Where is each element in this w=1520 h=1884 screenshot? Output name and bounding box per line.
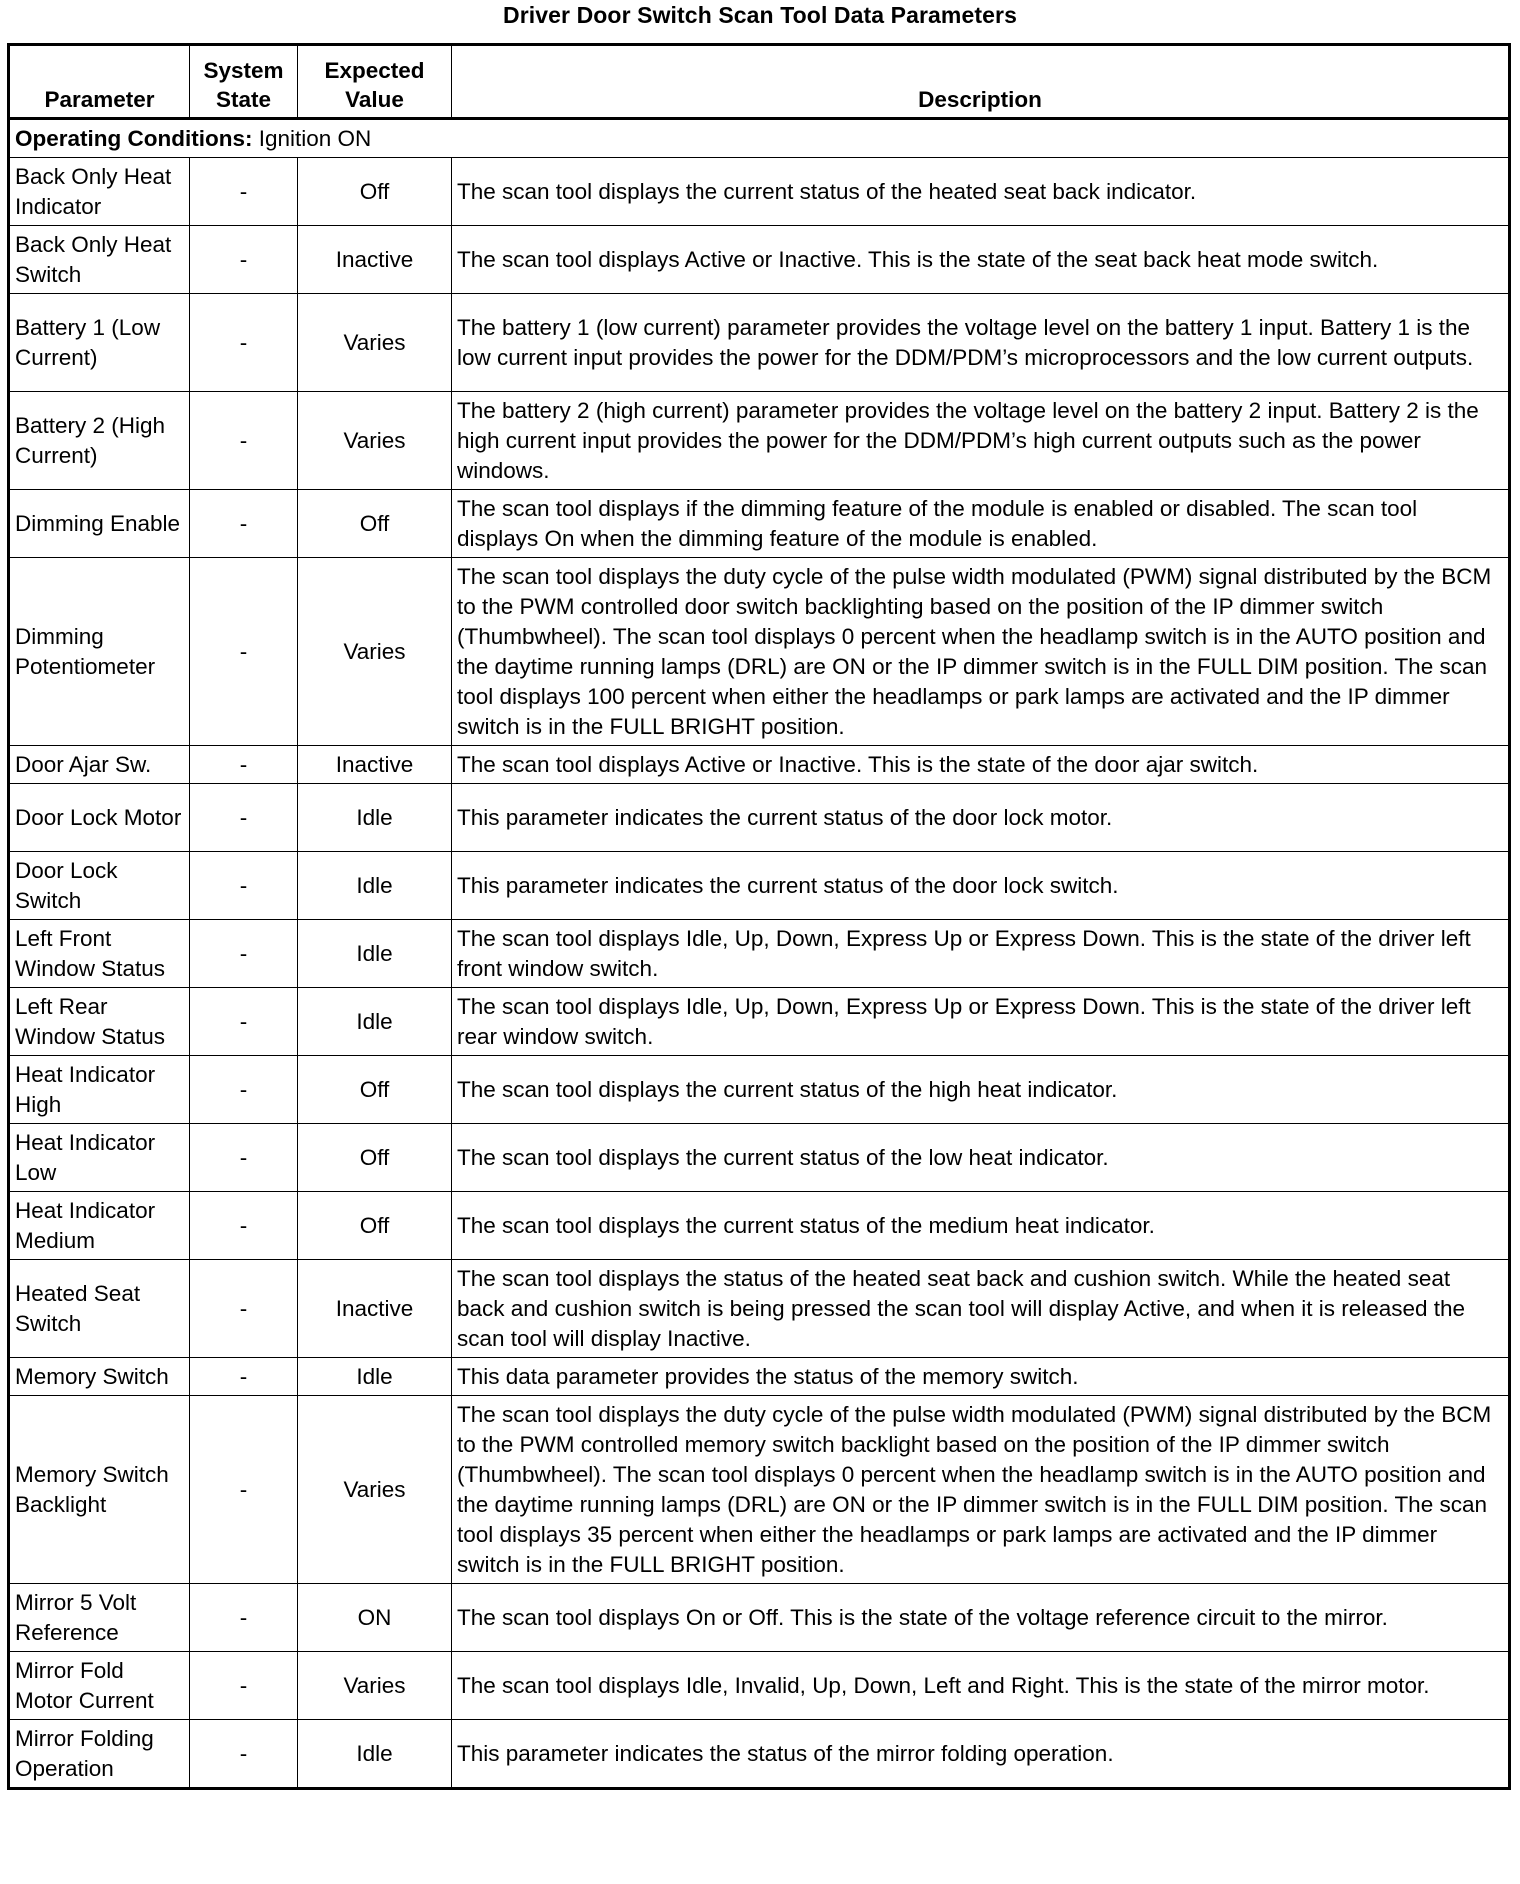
parameter-cell: Heat Indicator Medium: [9, 1192, 190, 1260]
description-cell: The scan tool displays if the dimming feature of the module is enabled or disabled. The scan tool displays On when the dimming feature of the module is enabled.: [452, 490, 1510, 558]
table-row: [9, 1358, 1510, 1396]
description-cell: The scan tool displays the duty cycle of the pulse width modulated (PWM) signal distributed by the BCM to the PWM controlled door switch backlighting based on the position of the IP dimmer switch (Thumbwheel). The scan tool displays 0 percent when the headlamp switch is in the AUTO position and the daytime running lamps (DRL) are ON or the IP dimmer switch is in the FULL DIM position. The scan tool displays 100 percent when either the headlamps or park lamps are activated and the IP dimmer switch is in the FULL BRIGHT position.: [452, 558, 1510, 746]
table-row: [9, 1720, 1510, 1789]
system-state-cell: -: [190, 392, 298, 490]
description-cell: The scan tool displays the duty cycle of the pulse width modulated (PWM) signal distributed by the BCM to the PWM controlled memory switch backlight based on the position of the IP dimmer switch (Thumbwheel). The scan tool displays 0 percent when the headlamp switch is in the AUTO position and the daytime running lamps (DRL) are ON or the IP dimmer switch is in the FULL DIM position. The scan tool displays 35 percent when either the headlamps or park lamps are activated and the IP dimmer switch is in the FULL BRIGHT position.: [452, 1396, 1510, 1584]
table-row: [9, 746, 1510, 784]
operating-conditions-cell: [9, 119, 1510, 158]
system-state-cell: -: [190, 1358, 298, 1396]
parameter-cell: Heated Seat Switch: [9, 1260, 190, 1358]
expected-value-cell: Varies: [298, 294, 452, 392]
expected-value-cell: Varies: [298, 558, 452, 746]
table-row: [9, 920, 1510, 988]
system-state-cell: -: [190, 920, 298, 988]
header-parameter: Parameter: [9, 45, 190, 119]
description-cell: The scan tool displays the current status of the low heat indicator.: [452, 1124, 1510, 1192]
description-cell: This parameter indicates the current status of the door lock switch.: [452, 852, 1510, 920]
header-system-state: System State: [190, 45, 298, 119]
parameter-cell: Heat Indicator High: [9, 1056, 190, 1124]
system-state-cell: -: [190, 1124, 298, 1192]
table-row: [9, 1124, 1510, 1192]
description-cell: This parameter indicates the current status of the door lock motor.: [452, 784, 1510, 852]
expected-value-cell: Off: [298, 1192, 452, 1260]
description-cell: The scan tool displays the current status of the high heat indicator.: [452, 1056, 1510, 1124]
table-row: [9, 158, 1510, 226]
expected-value-cell: Inactive: [298, 226, 452, 294]
system-state-cell: -: [190, 988, 298, 1056]
parameter-cell: Left Rear Window Status: [9, 988, 190, 1056]
description-cell: The scan tool displays Idle, Up, Down, Express Up or Express Down. This is the state of the driver left rear window switch.: [452, 988, 1510, 1056]
expected-value-cell: Inactive: [298, 1260, 452, 1358]
description-cell: The scan tool displays Idle, Up, Down, Express Up or Express Down. This is the state of the driver left front window switch.: [452, 920, 1510, 988]
table-row: [9, 490, 1510, 558]
description-cell: This parameter indicates the status of the mirror folding operation.: [452, 1720, 1510, 1789]
system-state-cell: -: [190, 1720, 298, 1789]
system-state-cell: -: [190, 558, 298, 746]
table-row: [9, 558, 1510, 746]
parameter-cell: Memory Switch Backlight: [9, 1396, 190, 1584]
parameter-cell: Dimming Potentiometer: [9, 558, 190, 746]
parameter-cell: Back Only Heat Indicator: [9, 158, 190, 226]
operating-conditions-row: [9, 119, 1510, 158]
expected-value-cell: Idle: [298, 852, 452, 920]
parameter-cell: Door Ajar Sw.: [9, 746, 190, 784]
expected-value-cell: Off: [298, 490, 452, 558]
description-cell: The scan tool displays the current status of the heated seat back indicator.: [452, 158, 1510, 226]
expected-value-cell: Idle: [298, 1358, 452, 1396]
table-row: [9, 1584, 1510, 1652]
system-state-cell: -: [190, 852, 298, 920]
system-state-cell: -: [190, 1192, 298, 1260]
expected-value-cell: Idle: [298, 988, 452, 1056]
description-cell: The scan tool displays the status of the heated seat back and cushion switch. While the heated seat back and cushion switch is being pressed the scan tool will display Active, and when it is released the scan tool will display Inactive.: [452, 1260, 1510, 1358]
description-cell: The scan tool displays Active or Inactive. This is the state of the door ajar switch.: [452, 746, 1510, 784]
system-state-cell: -: [190, 784, 298, 852]
parameter-cell: Battery 1 (Low Current): [9, 294, 190, 392]
header-description: Description: [452, 45, 1510, 119]
system-state-cell: -: [190, 490, 298, 558]
header-expected-value: Expected Value: [298, 45, 452, 119]
system-state-cell: -: [190, 746, 298, 784]
expected-value-cell: Varies: [298, 1652, 452, 1720]
system-state-cell: -: [190, 226, 298, 294]
parameter-cell: Dimming Enable: [9, 490, 190, 558]
system-state-cell: -: [190, 1260, 298, 1358]
scan-tool-parameters-table: [7, 43, 1511, 1790]
table-row: [9, 1260, 1510, 1358]
description-cell: The scan tool displays On or Off. This is the state of the voltage reference circuit to the mirror.: [452, 1584, 1510, 1652]
system-state-cell: -: [190, 158, 298, 226]
parameter-cell: Left Front Window Status: [9, 920, 190, 988]
operating-conditions-value: Ignition ON: [258, 125, 372, 151]
document-title: Driver Door Switch Scan Tool Data Parameters: [503, 2, 1017, 28]
parameter-cell: Mirror Folding Operation: [9, 1720, 190, 1789]
expected-value-cell: Idle: [298, 1720, 452, 1789]
parameter-cell: Memory Switch: [9, 1358, 190, 1396]
description-cell: The scan tool displays Idle, Invalid, Up, Down, Left and Right. This is the state of the mirror motor.: [452, 1652, 1510, 1720]
table-row: [9, 1652, 1510, 1720]
table-row: [9, 784, 1510, 852]
parameter-cell: Mirror 5 Volt Reference: [9, 1584, 190, 1652]
table-row: [9, 988, 1510, 1056]
table-row: [9, 226, 1510, 294]
expected-value-cell: Off: [298, 1056, 452, 1124]
description-cell: The battery 2 (high current) parameter provides the voltage level on the battery 2 input. Battery 2 is the high current input provides the power for the DDM/PDM’s high current outputs such as the power windows.: [452, 392, 1510, 490]
table-row: [9, 1056, 1510, 1124]
system-state-cell: -: [190, 1584, 298, 1652]
system-state-cell: -: [190, 1056, 298, 1124]
parameter-cell: Mirror Fold Motor Current: [9, 1652, 190, 1720]
parameter-cell: Battery 2 (High Current): [9, 392, 190, 490]
description-cell: This data parameter provides the status of the memory switch.: [452, 1358, 1510, 1396]
system-state-cell: -: [190, 294, 298, 392]
parameter-cell: Heat Indicator Low: [9, 1124, 190, 1192]
description-cell: The scan tool displays the current status of the medium heat indicator.: [452, 1192, 1510, 1260]
expected-value-cell: ON: [298, 1584, 452, 1652]
parameter-cell: Door Lock Switch: [9, 852, 190, 920]
operating-conditions-label: Operating Conditions:: [15, 125, 253, 151]
parameter-cell: Door Lock Motor: [9, 784, 190, 852]
expected-value-cell: Varies: [298, 392, 452, 490]
description-cell: The battery 1 (low current) parameter provides the voltage level on the battery 1 input. Battery 1 is the low current input provides the power for the DDM/PDM’s microprocessors and the low current outputs.: [452, 294, 1510, 392]
expected-value-cell: Off: [298, 158, 452, 226]
system-state-cell: -: [190, 1652, 298, 1720]
description-cell: The scan tool displays Active or Inactive. This is the state of the seat back heat mode switch.: [452, 226, 1510, 294]
table-row: [9, 392, 1510, 490]
expected-value-cell: Varies: [298, 1396, 452, 1584]
table-row: [9, 1396, 1510, 1584]
expected-value-cell: Idle: [298, 920, 452, 988]
table-row: [9, 294, 1510, 392]
parameter-cell: Back Only Heat Switch: [9, 226, 190, 294]
expected-value-cell: Idle: [298, 784, 452, 852]
table-row: [9, 852, 1510, 920]
expected-value-cell: Inactive: [298, 746, 452, 784]
table-row: [9, 1192, 1510, 1260]
system-state-cell: -: [190, 1396, 298, 1584]
table-header-row: [9, 45, 1510, 119]
expected-value-cell: Off: [298, 1124, 452, 1192]
